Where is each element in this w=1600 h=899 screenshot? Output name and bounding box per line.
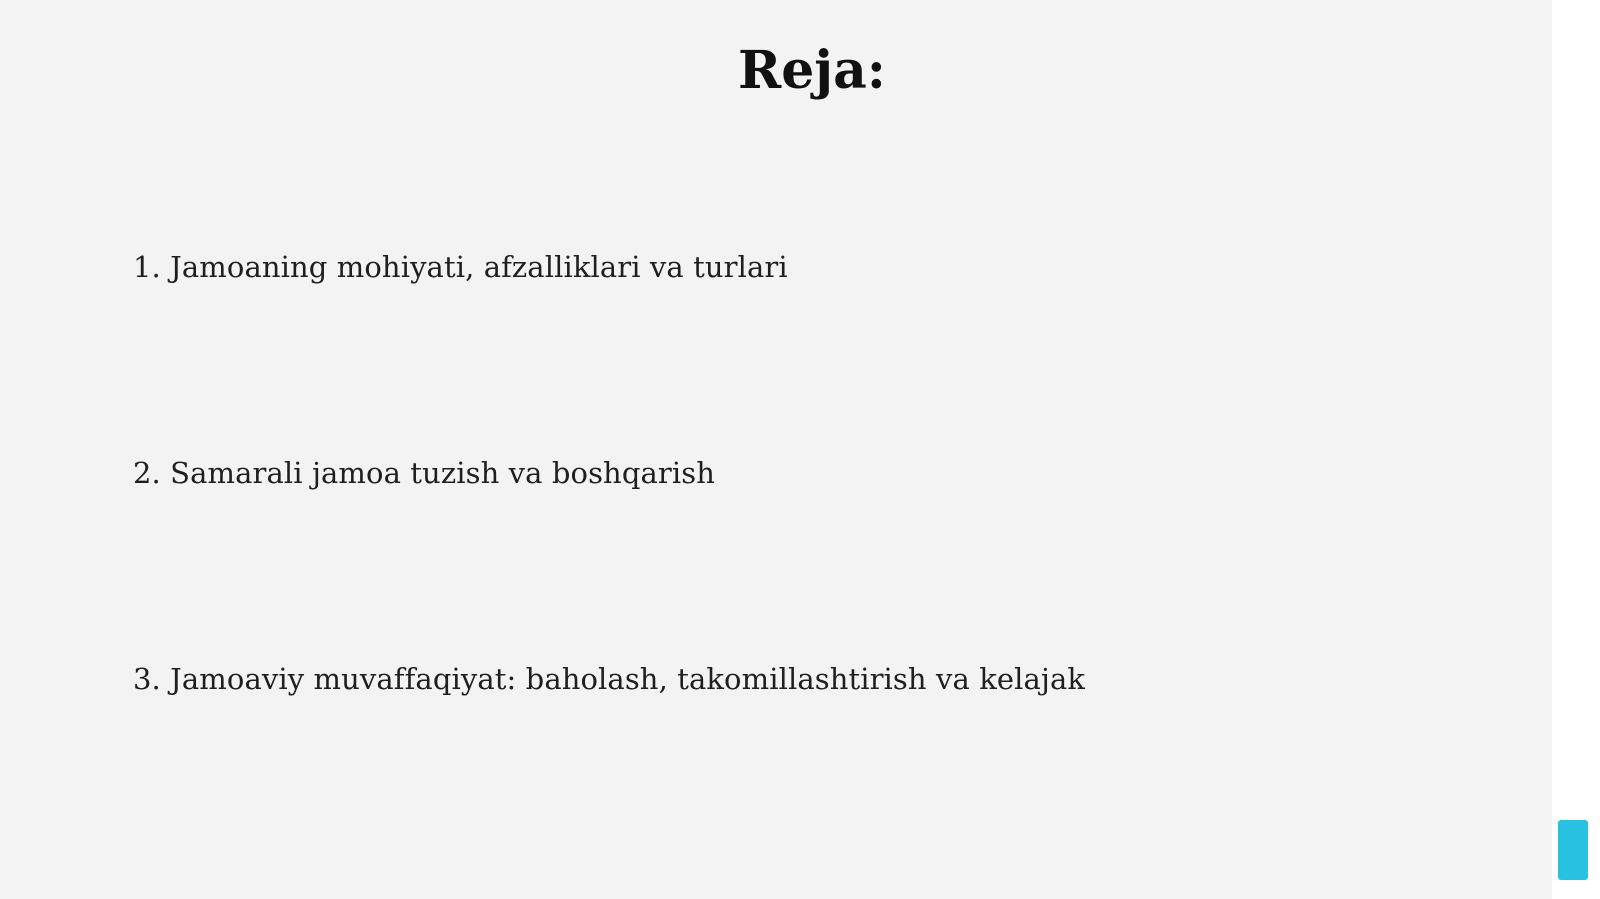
side-margin <box>1552 0 1600 899</box>
plan-item-1: 1. Jamoaning mohiyati, afzalliklari va turlari <box>133 250 788 284</box>
slide-title: Reja: <box>737 40 886 101</box>
plan-item-2: 2. Samarali jamoa tuzish va boshqarish <box>133 456 715 490</box>
plan-item-3: 3. Jamoaviy muvaffaqiyat: baholash, takomillashtirish va kelajak <box>133 662 1086 696</box>
scroll-handle[interactable] <box>1558 820 1588 880</box>
